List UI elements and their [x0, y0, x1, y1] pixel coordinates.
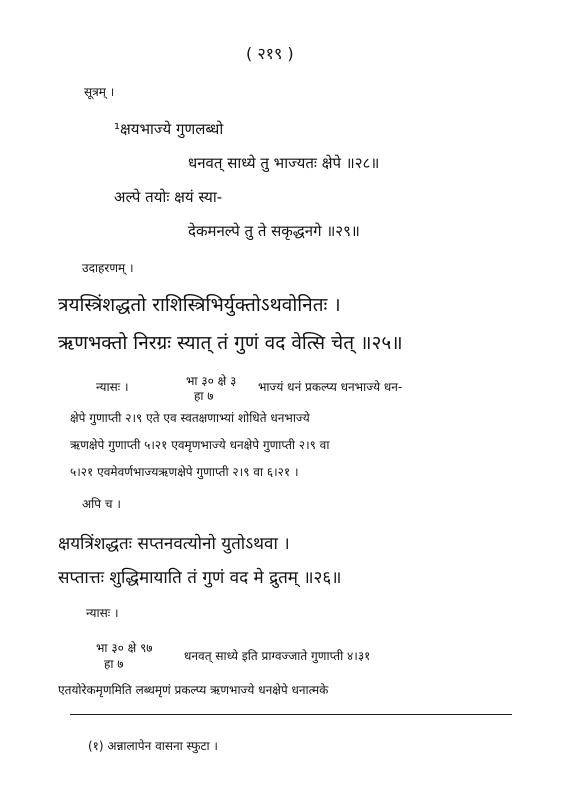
nyasa-1-line-2: ऋणक्षेपे गुणाप्ती ५।२१ एवमृणभाज्ये धनक्षेपे गुणाप्ती २।९ वा [70, 438, 330, 452]
footnote-divider [70, 714, 512, 715]
sutra-line-2: धनवत् साध्ये तु भाज्यतः क्षेपे ॥२८॥ [188, 154, 380, 172]
sutra-line-4: देकमनल्पे तु ते सकृद्धनगे ॥२९॥ [188, 222, 360, 240]
footnote: (१) अन्नालापेन वासना स्फुटा । [88, 739, 218, 753]
nyasa-1-label: न्यासः । [96, 380, 129, 394]
nyasa-2-fraction-top: भा ३० क्षे ९७ [96, 641, 153, 655]
nyasa-1-line-3: ५।२१ एवमेवर्णभाज्यऋणक्षेपे गुणाप्ती २।९ वा ६।२१ । [70, 465, 299, 479]
udaharana-verse-line-1: त्रयस्त्रिंशद्धतो राशिस्त्रिभिर्युक्तोऽथवोनितः । [58, 294, 341, 316]
nyasa-1-fraction-top: भा ३० क्षे ३ [186, 374, 237, 388]
verse-2-line-1: क्षयत्रिंशद्धतः सप्तनवत्योनो युतोऽथवा । [58, 534, 290, 554]
udaharana-verse-line-2: ऋणभक्तो निरग्रः स्यात् तं गुणं वद वेत्सि चेत् ॥२५॥ [58, 332, 403, 354]
sutra-line-3: अल्पे तयोः क्षयं स्या- [114, 188, 223, 206]
page-number: ( २१९ ) [246, 44, 294, 63]
nyasa-2-fraction-bottom: हा ७ [104, 657, 124, 671]
nyasa-2-label: न्यासः । [86, 606, 119, 620]
sutra-line-1: ¹क्षयभाज्ये गुणलब्धो [114, 120, 224, 138]
nyasa-1-line-1: क्षेपे गुणाप्ती २।९ एते एव स्वतक्षणाभ्यां शोधिते धनभाज्ये [70, 411, 310, 425]
sutra-label: सूत्रम् । [84, 85, 115, 99]
nyasa-2-line: एतयोरेकमृणमिति लब्धमृणं प्रकल्प्य ऋणभाज्ये धनक्षेपे धनात्मके [58, 683, 329, 697]
udaharana-label: उदाहरणम् । [82, 261, 134, 275]
nyasa-2-rest: धनवत् साध्ये इति प्राग्वज्जाते गुणाप्ती ४।३१ [184, 649, 371, 663]
nyasa-1-rest: भाज्यं धनं प्रकल्प्य धनभाज्ये धन- [258, 380, 403, 394]
nyasa-1-fraction-bottom: हा ७ [194, 389, 214, 403]
api-cha: अपि च । [82, 497, 121, 511]
verse-2-line-2: सप्तात्तः शुद्धिमायाति तं गुणं वद मे द्रुतम् ॥२६॥ [58, 568, 342, 588]
